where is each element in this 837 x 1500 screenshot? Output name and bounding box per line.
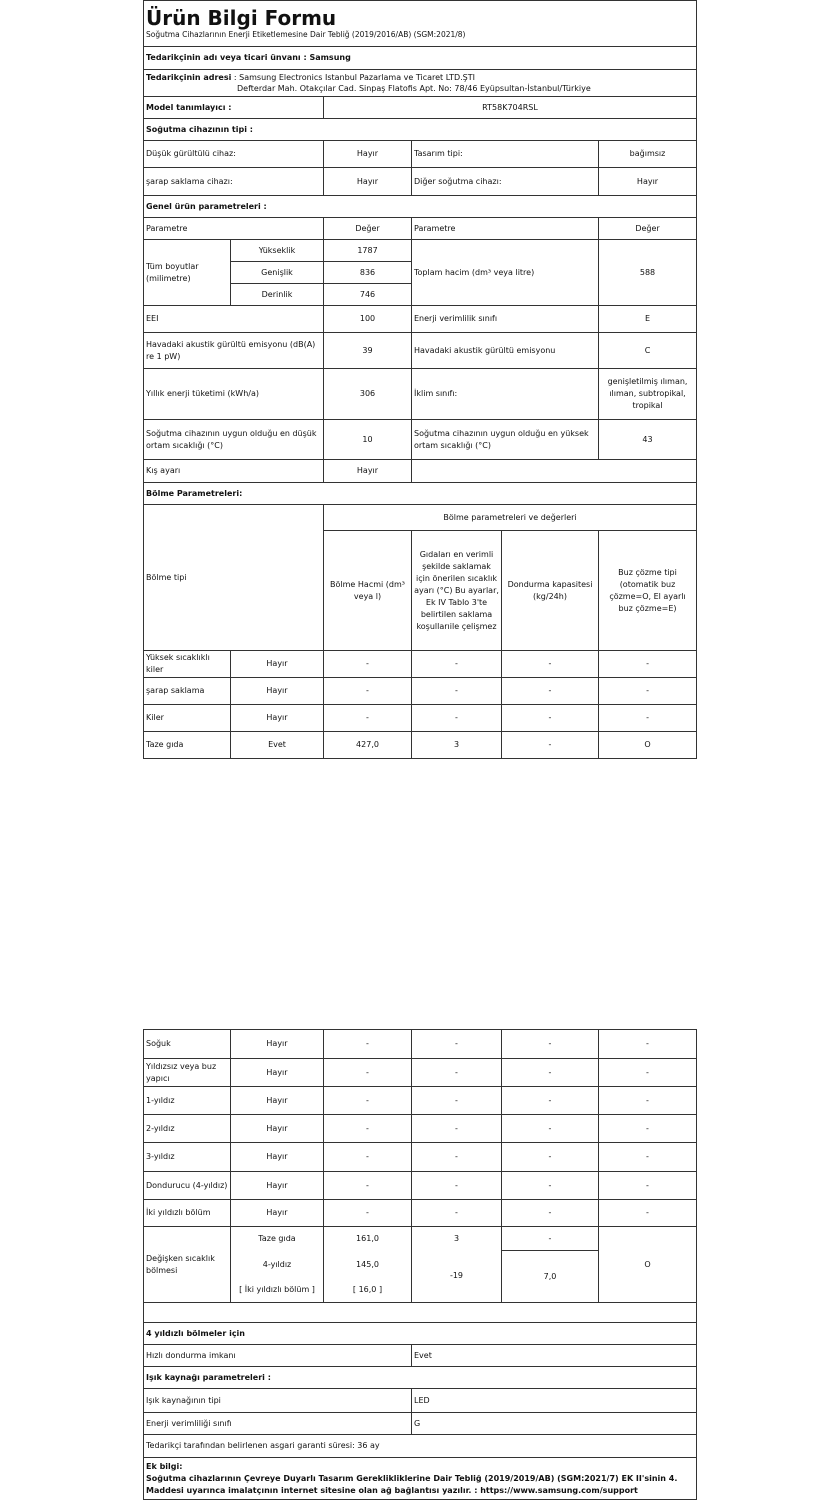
model-label: Model tanımlayıcı : [144,97,324,119]
fast-freeze-label: Hızlı dondurma imkanı [144,1345,412,1367]
low-noise-label: Düşük gürültülü cihaz: [144,141,324,168]
compartment-name: Kiler [144,705,231,732]
extra-info-label: Ek bilgi: [146,1461,183,1471]
compartment-volume: - [324,705,412,732]
compartment-row [144,1087,697,1115]
product-info-table-page1 [143,0,697,759]
compartment-temp: - [412,705,502,732]
winter-setting-label: Kış ayarı [144,460,324,483]
compartment-volume: - [324,678,412,705]
supplier-address-label: Tedarikçinin adresi [146,73,232,82]
compartment-freeze: - [502,1143,599,1172]
compartment-defrost: O [599,732,697,759]
low-noise-value: Hayır [324,141,412,168]
guarantee-period: Tedarikçi tarafından belirlenen asgari garanti süresi: 36 ay [144,1435,697,1458]
compartment-row [144,1059,697,1087]
compartment-row [144,1200,697,1227]
light-source-heading: Işık kaynağı parametreleri : [144,1367,697,1389]
light-type-value: LED [412,1389,697,1413]
compartment-present: Hayır [231,705,324,732]
compartment-freeze: - [502,1200,599,1227]
blank-spacer-row [144,1303,697,1323]
depth-label: Derinlik [231,284,324,306]
supplier-name: Tedarikçinin adı veya ticari ünvanı : Samsung [144,47,697,70]
compartment-present: Hayır [231,1087,324,1115]
min-temp-label: Soğutma cihazının uygun olduğu en düşük ortam sıcaklığı (°C) [144,420,324,460]
compartment-temp: - [412,1059,502,1087]
total-volume-label: Toplam hacim (dm³ veya litre) [412,240,599,306]
compartment-row [144,678,697,705]
variable-fresh-temp: 3 [412,1227,502,1251]
compartment-temp: - [412,1200,502,1227]
compartment-temp: 3 [412,732,502,759]
compartment-freeze: - [502,732,599,759]
winter-setting-value: Hayır [324,460,412,483]
variable-two-star-label: [ İki yıldızlı bölüm ] [231,1279,324,1303]
supplier-address [144,70,697,97]
compartment-params-heading: Bölme Parametreleri: [144,483,697,505]
product-info-table-page2 [143,1029,697,1500]
variable-fresh-volume: 161,0 [324,1227,412,1251]
variable-four-star-volume: 145,0 [324,1251,412,1279]
compartment-volume: - [324,1200,412,1227]
other-appliance-label: Diğer soğutma cihazı: [412,168,599,196]
compartment-volume: - [324,1030,412,1059]
param-col-header: Parametre [144,218,324,240]
compartment-freeze: - [502,651,599,678]
compartment-defrost: - [599,1172,697,1200]
form-title: Ürün Bilgi Formu [146,6,337,30]
freeze-col-header: Dondurma kapasitesi (kg/24h) [502,531,599,651]
four-star-heading: 4 yıldızlı bölmeler için [144,1323,697,1345]
compartment-temp: - [412,1030,502,1059]
compartment-present: Hayır [231,651,324,678]
compartment-name: İki yıldızlı bölüm [144,1200,231,1227]
compartment-defrost: - [599,1143,697,1172]
compartment-type-header: Bölme tipi [144,505,324,651]
compartment-row [144,651,697,678]
compartment-row [144,1030,697,1059]
compartment-present: Hayır [231,1030,324,1059]
compartment-defrost: - [599,705,697,732]
compartment-defrost: - [599,1059,697,1087]
compartment-defrost: - [599,1087,697,1115]
compartment-temp: - [412,1172,502,1200]
general-params-heading: Genel ürün parametreleri : [144,196,697,218]
compartment-temp: - [412,1115,502,1143]
variable-four-star-temp: -19 [412,1251,502,1303]
compartment-freeze: - [502,1172,599,1200]
max-temp-label: Soğutma cihazının uygun olduğu en yüksek ortam sıcaklığı (°C) [412,420,599,460]
height-label: Yükseklik [231,240,324,262]
supplier-address-line1: : Samsung Electronics Istanbul Pazarlama ve Ticaret LTD.ŞTI [231,73,476,82]
defrost-col-header: Buz çözme tipi (otomatik buz çözme=O, El ayarlı buz çözme=E) [599,531,697,651]
supplier-address-line2: Defterdar Mah. Otakçılar Cad. Sinpaş Flatofis Apt. No: 78/46 Eyüpsultan-İstanbul/Türkiye [237,84,591,93]
climate-class-value: genişletilmiş ılıman, ılıman, subtropikal, tropikal [599,369,697,420]
min-temp-value: 10 [324,420,412,460]
wine-storage-label: şarap saklama cihazı: [144,168,324,196]
compartment-name: Dondurucu (4-yıldız) [144,1172,231,1200]
compartment-row [144,732,697,759]
design-type-label: Tasarım tipi: [412,141,599,168]
compartment-temp: - [412,1143,502,1172]
noise-class-label: Havadaki akustik gürültü emisyonu [412,333,599,369]
compartment-row [144,1143,697,1172]
compartment-freeze: - [502,1087,599,1115]
wine-storage-value: Hayır [324,168,412,196]
compartment-present: Evet [231,732,324,759]
max-temp-value: 43 [599,420,697,460]
compartment-name: Yıldızsız veya buz yapıcı [144,1059,231,1087]
annual-energy-label: Yıllık enerji tüketimi (kWh/a) [144,369,324,420]
compartment-present: Hayır [231,1115,324,1143]
compartment-row [144,705,697,732]
extra-info [144,1458,697,1500]
noise-emission-value: 39 [324,333,412,369]
compartment-name: 2-yıldız [144,1115,231,1143]
compartment-volume: - [324,1087,412,1115]
light-type-label: Işık kaynağının tipi [144,1389,412,1413]
variable-four-star-freeze: 7,0 [502,1251,599,1303]
variable-defrost: O [599,1227,697,1303]
fast-freeze-value: Evet [412,1345,697,1367]
depth-value: 746 [324,284,412,306]
variable-two-star-volume: [ 16,0 ] [324,1279,412,1303]
model-value: RT58K704RSL [324,97,697,119]
compartment-defrost: - [599,1200,697,1227]
compartment-name: 1-yıldız [144,1087,231,1115]
eei-value: 100 [324,306,412,333]
compartment-present: Hayır [231,1172,324,1200]
compartment-freeze: - [502,1059,599,1087]
compartment-defrost: - [599,651,697,678]
variable-fresh-label: Taze gıda [231,1227,324,1251]
compartment-freeze: - [502,1030,599,1059]
other-appliance-value: Hayır [599,168,697,196]
compartment-present: Hayır [231,1143,324,1172]
compartment-temp: - [412,678,502,705]
noise-emission-label: Havadaki akustik gürültü emisyonu (dB(A) re 1 pW) [144,333,324,369]
compartment-volume: - [324,1115,412,1143]
compartment-volume: 427,0 [324,732,412,759]
compartment-defrost: - [599,1030,697,1059]
value-col-header-right: Değer [599,218,697,240]
annual-energy-value: 306 [324,369,412,420]
energy-class-value: E [599,306,697,333]
design-type-value: bağımsız [599,141,697,168]
variable-fresh-freeze: - [502,1227,599,1251]
compartment-volume: - [324,1143,412,1172]
compartment-temp: - [412,1087,502,1115]
compartment-defrost: - [599,1115,697,1143]
width-label: Genişlik [231,262,324,284]
temp-col-header: Gıdaları en verimli şekilde saklamak için önerilen sıcaklık ayarı (°C) Bu ayarlar, Ek IV Tablo 3'te belirtilen saklama koşullarıile çelişmez [412,531,502,651]
climate-class-label: İklim sınıfı: [412,369,599,420]
compartment-row [144,1115,697,1143]
form-subtitle: Soğutma Cihazlarının Enerji Etiketlemesine Dair Tebliğ (2019/2016/AB) (SGM:2021/8) [146,30,466,39]
compartment-name: Soğuk [144,1030,231,1059]
compartment-freeze: - [502,1115,599,1143]
light-class-value: G [412,1413,697,1435]
noise-class-value: C [599,333,697,369]
param-col-header-right: Parametre [412,218,599,240]
compartment-params-header: Bölme parametreleri ve değerleri [324,505,697,531]
compartment-volume: - [324,651,412,678]
compartment-temp: - [412,651,502,678]
extra-info-text: Soğutma cihazlarının Çevreye Duyarlı Tasarım Gereklikliklerine Dair Tebliğ (2019/2019/AB) (SGM:2021/7) EK II'sinin 4. Maddesi uyarınca imalatçının internet sitesine olan ağ bağlantısı yazılır. : https://www.samsung.com/support [146,1473,678,1495]
compartment-name: şarap saklama [144,678,231,705]
variable-compartment-name: Değişken sıcaklık bölmesi [144,1227,231,1303]
compartment-present: Hayır [231,1059,324,1087]
winter-empty-cell [412,460,697,483]
compartment-volume: - [324,1059,412,1087]
variable-four-star-label: 4-yıldız [231,1251,324,1279]
eei-label: EEI [144,306,324,333]
value-col-header: Değer [324,218,412,240]
compartment-present: Hayır [231,1200,324,1227]
energy-class-label: Enerji verimlilik sınıfı [412,306,599,333]
compartment-present: Hayır [231,678,324,705]
light-class-label: Enerji verimliliği sınıfı [144,1413,412,1435]
compartment-defrost: - [599,678,697,705]
height-value: 1787 [324,240,412,262]
volume-col-header: Bölme Hacmi (dm³ veya l) [324,531,412,651]
appliance-type-heading: Soğutma cihazının tipi : [144,119,697,141]
form-header [144,1,697,47]
dimensions-label: Tüm boyutlar (milimetre) [144,240,231,306]
compartment-name: 3-yıldız [144,1143,231,1172]
compartment-freeze: - [502,678,599,705]
compartment-volume: - [324,1172,412,1200]
compartment-row [144,1172,697,1200]
compartment-freeze: - [502,705,599,732]
compartment-name: Yüksek sıcaklıklı kiler [144,651,231,678]
total-volume-value: 588 [599,240,697,306]
compartment-name: Taze gıda [144,732,231,759]
width-value: 836 [324,262,412,284]
